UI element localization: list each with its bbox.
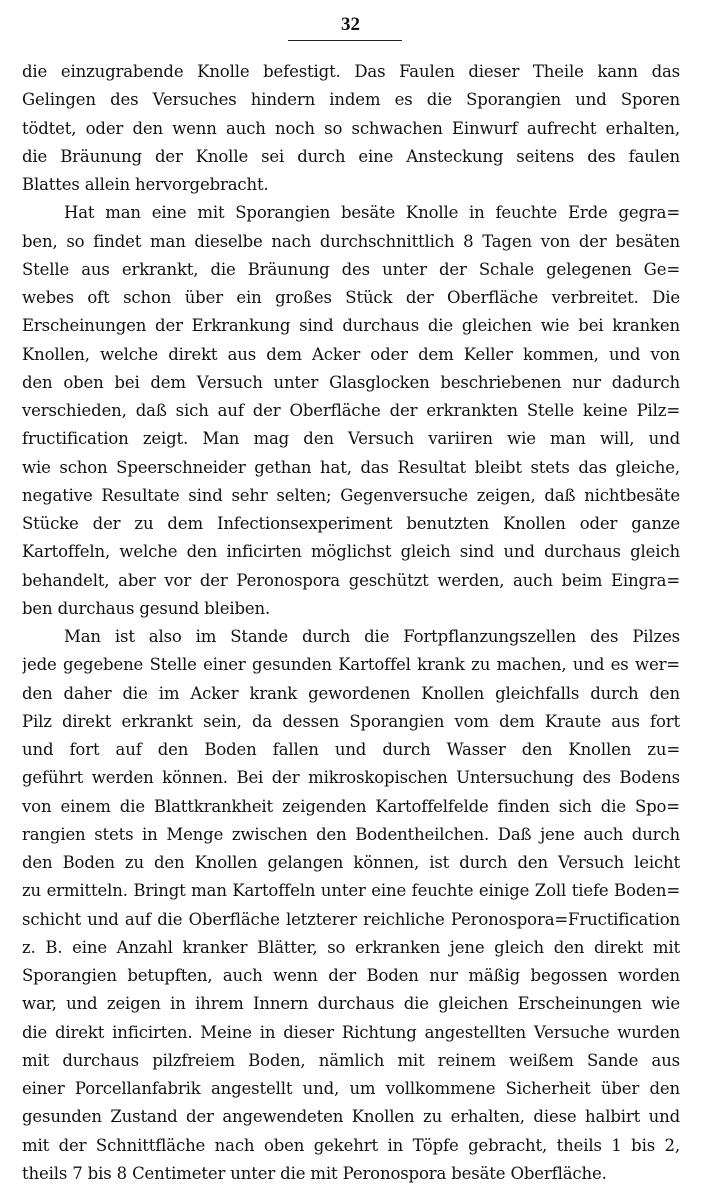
text-line: war, und zeigen in ihrem Innern durchaus die gleichen Erscheinungen wie bbox=[22, 994, 680, 1014]
text-line: ben durchaus gesund bleiben. bbox=[22, 598, 271, 618]
header-rule bbox=[288, 40, 402, 41]
paragraph bbox=[22, 58, 680, 199]
text-line: Pilz direkt erkrankt sein, da dessen Sporangien vom dem Kraute aus fort bbox=[22, 711, 680, 731]
text-line: schicht und auf die Oberfläche letzterer reichliche Peronospora=Fructification bbox=[22, 909, 680, 929]
text-line: den Boden zu den Knollen gelangen können, ist durch den Versuch leicht bbox=[22, 853, 680, 872]
text-line: und fort auf den Boden fallen und durch Wasser den Knollen zu= bbox=[22, 740, 680, 759]
body-text bbox=[22, 58, 680, 1188]
paragraph bbox=[22, 199, 680, 623]
text-line: Kartoffeln, welche den inficirten möglichst gleich sind und durchaus gleich bbox=[22, 542, 680, 562]
text-line: von einem die Blattkrankheit zeigenden Kartoffelfelde finden sich die Spo= bbox=[22, 796, 680, 816]
text-line: wie schon Speerschneider gethan hat, das Resultat bleibt stets das gleiche, bbox=[22, 457, 680, 477]
page-number: 32 bbox=[341, 14, 360, 35]
text-line: Sporangien betupften, auch wenn der Boden nur mäßig begossen worden bbox=[22, 966, 680, 985]
text-line: verschieden, daß sich auf der Oberfläche der erkrankten Stelle keine Pilz= bbox=[22, 401, 680, 420]
text-line: den daher die im Acker krank gewordenen Knollen gleichfalls durch den bbox=[22, 683, 680, 703]
text-line: jede gegebene Stelle einer gesunden Kartoffel krank zu machen, und es wer= bbox=[22, 655, 680, 675]
text-line: geführt werden können. Bei der mikroskopischen Untersuchung des Bodens bbox=[22, 768, 680, 788]
text-line: Erscheinungen der Erkrankung sind durchaus die gleichen wie bei kranken bbox=[22, 316, 680, 336]
text-line: zu ermitteln. Bringt man Kartoffeln unter eine feuchte einige Zoll tiefe Boden= bbox=[22, 881, 680, 901]
text-line: webes oft schon über ein großes Stück der Oberfläche verbreitet. Die bbox=[22, 288, 680, 307]
text-line: z. B. eine Anzahl kranker Blätter, so erkranken jene gleich den direkt mit bbox=[22, 937, 680, 957]
text-line: den oben bei dem Versuch unter Glasglocken beschriebenen nur dadurch bbox=[22, 372, 680, 392]
text-line: Gelingen des Versuches hindern indem es die Sporangien und Sporen bbox=[22, 90, 680, 110]
text-line: die direkt inficirten. Meine in dieser Richtung angestellten Versuche wurden bbox=[22, 1022, 680, 1042]
text-line: behandelt, aber vor der Peronospora geschützt werden, auch beim Eingra= bbox=[22, 570, 680, 590]
text-line: die einzugrabende Knolle befestigt. Das Faulen dieser Theile kann das bbox=[22, 62, 680, 81]
text-line: Knollen, welche direkt aus dem Acker oder dem Keller kommen, und von bbox=[22, 344, 680, 364]
text-line: Man ist also im Stande durch die Fortpflanzungszellen des Pilzes bbox=[64, 627, 680, 646]
text-line: mit durchaus pilzfreiem Boden, nämlich mit reinem weißem Sande aus bbox=[22, 1050, 680, 1070]
text-line: Blattes allein hervorgebracht. bbox=[22, 175, 269, 194]
text-line: negative Resultate sind sehr selten; Gegenversuche zeigen, daß nichtbesäte bbox=[22, 485, 680, 505]
text-line: gesunden Zustand der angewendeten Knollen zu erhalten, diese halbirt und bbox=[22, 1107, 680, 1127]
text-line: einer Porcellanfabrik angestellt und, um vollkommene Sicherheit über den bbox=[22, 1079, 680, 1098]
text-line: Stelle aus erkrankt, die Bräunung des unter der Schale gelegenen Ge= bbox=[22, 259, 680, 279]
text-line: fructification zeigt. Man mag den Versuch variiren wie man will, und bbox=[22, 429, 680, 449]
text-line: tödtet, oder den wenn auch noch so schwachen Einwurf aufrecht erhalten, bbox=[22, 118, 680, 138]
text-line: mit der Schnittfläche nach oben gekehrt in Töpfe gebracht, theils 1 bis 2, bbox=[22, 1135, 680, 1155]
text-line: Stücke der zu dem Infectionsexperiment benutzten Knollen oder ganze bbox=[22, 514, 680, 533]
text-line: die Bräunung der Knolle sei durch eine Ansteckung seitens des faulen bbox=[22, 146, 680, 166]
paragraph bbox=[22, 623, 680, 1188]
text-line: theils 7 bis 8 Centimeter unter die mit Peronospora besäte Oberfläche. bbox=[22, 1163, 607, 1183]
text-line: rangien stets in Menge zwischen den Bodentheilchen. Daß jene auch durch bbox=[22, 824, 680, 844]
text-line: Hat man eine mit Sporangien besäte Knolle in feuchte Erde gegra= bbox=[64, 203, 680, 223]
text-line: ben, so findet man dieselbe nach durchschnittlich 8 Tagen von der besäten bbox=[22, 231, 680, 251]
